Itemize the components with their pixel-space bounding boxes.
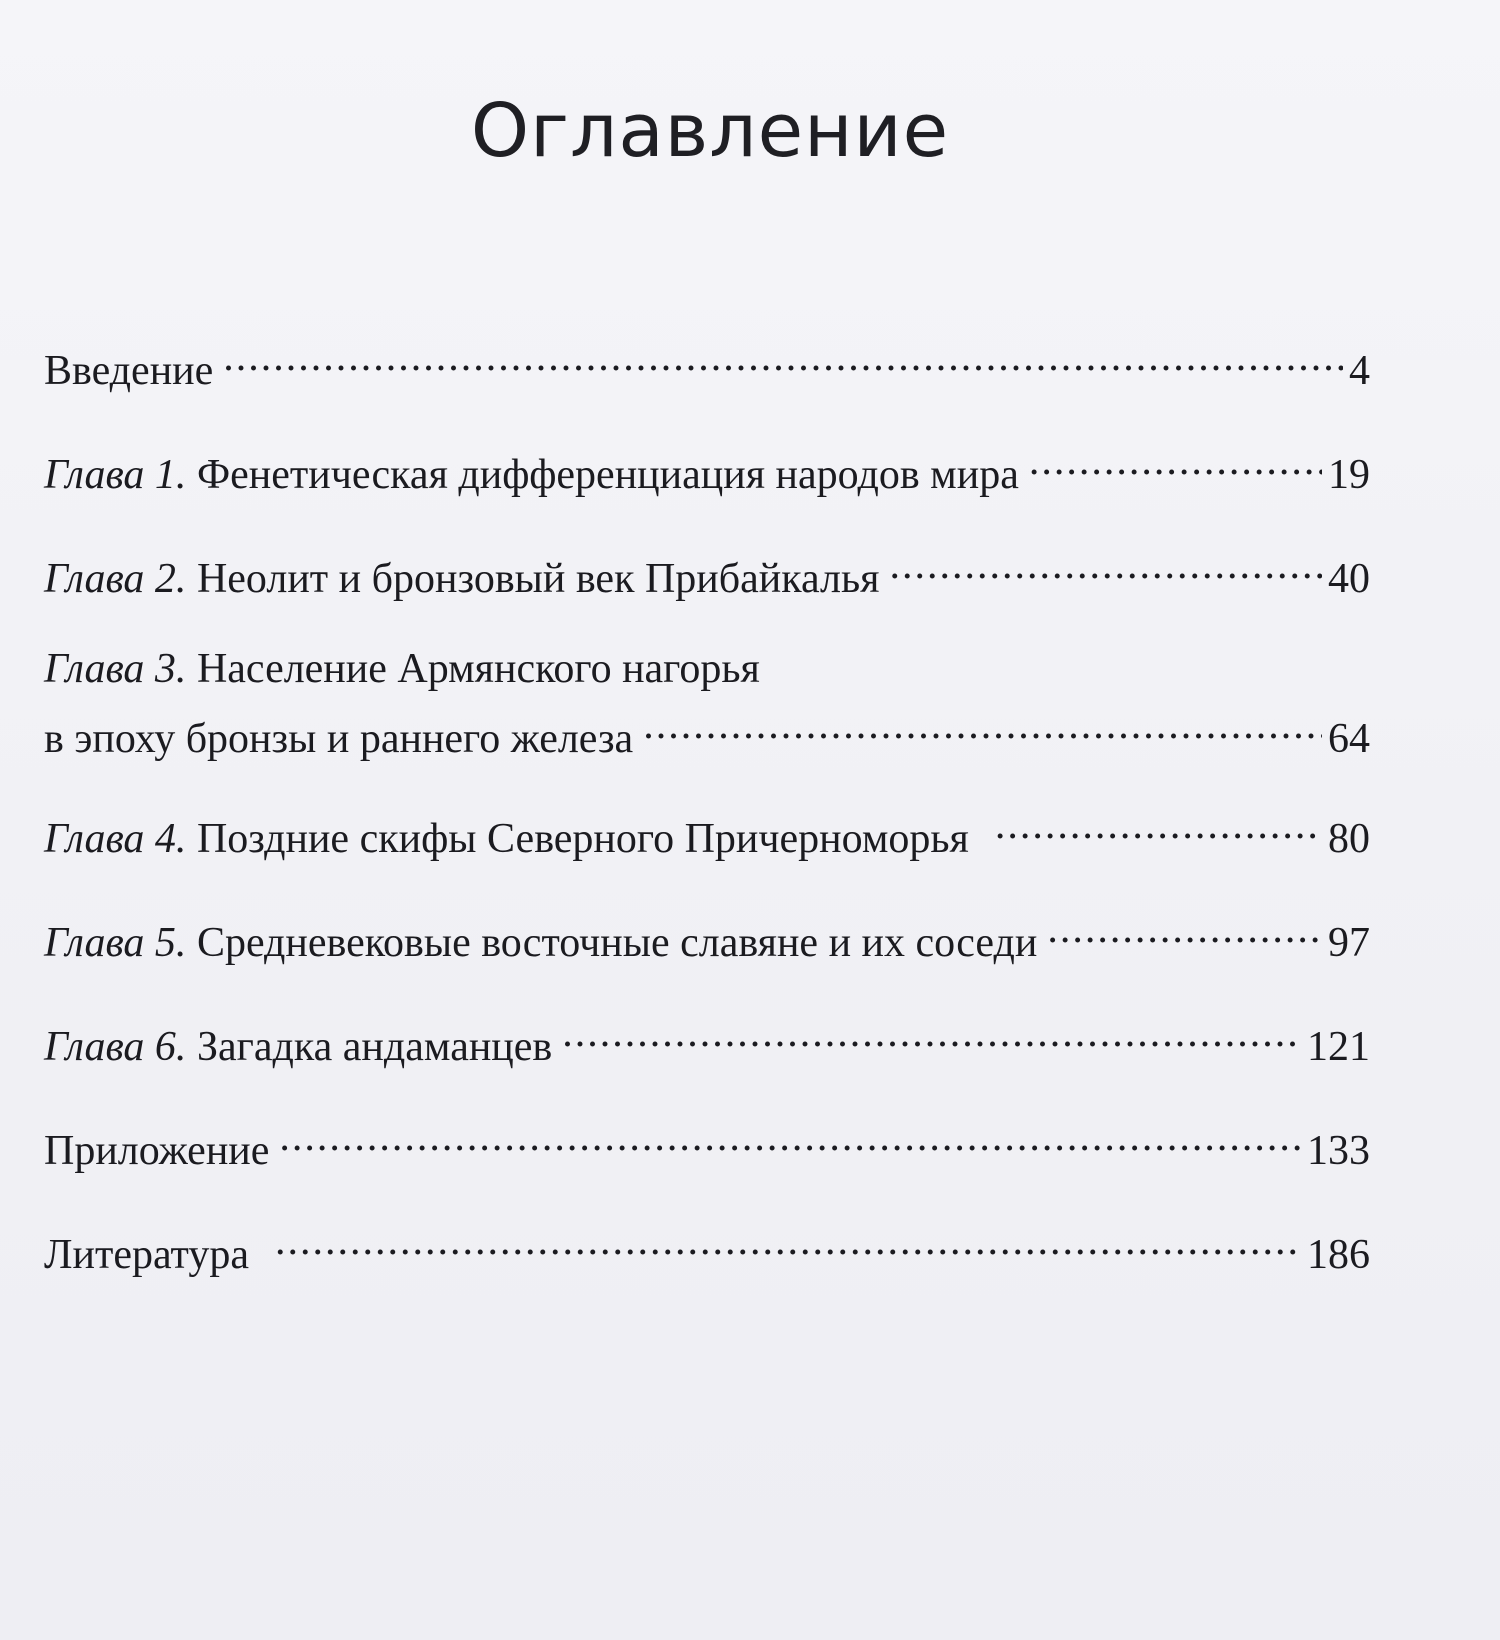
toc-entry-literature: [44, 1214, 1370, 1278]
toc-page-number: 133: [1307, 1128, 1370, 1174]
toc-page-number: 4: [1349, 348, 1370, 394]
toc-entry-title: Поздние скифы Северного Причерноморья: [196, 816, 969, 862]
toc-chapter-label: Глава 4.: [44, 816, 187, 862]
toc-chapter-label: Глава 1.: [44, 452, 187, 498]
toc-entry-chapter-5: [44, 902, 1370, 966]
toc-entry-chapter-3: [44, 642, 1370, 762]
toc-entry-chapter-4: [44, 798, 1370, 862]
toc-entry-introduction: [44, 330, 1370, 394]
toc-page-number: 97: [1328, 920, 1370, 966]
toc-entry-appendix: [44, 1110, 1370, 1174]
toc-page-number: 121: [1307, 1024, 1370, 1070]
toc-entry-title: Приложение: [44, 1128, 270, 1174]
dot-leader: [279, 1110, 1301, 1164]
toc-page-number: 40: [1328, 556, 1370, 602]
toc-entry-title: Фенетическая дифференциация народов мира: [196, 452, 1019, 498]
page-title: Оглавление: [470, 88, 950, 174]
toc-entry-chapter-1: [44, 434, 1370, 498]
toc-chapter-label: Глава 3.: [44, 646, 187, 692]
dot-leader: [643, 698, 1322, 752]
toc-page-number: 64: [1328, 716, 1370, 762]
toc-entry-title: Литература: [44, 1232, 249, 1278]
toc-chapter-label: Глава 6.: [44, 1024, 187, 1070]
toc-entry-title: Средневековые восточные славяне и их соседи: [196, 920, 1038, 966]
toc-chapter-label: Глава 5.: [44, 920, 187, 966]
dot-leader: [1047, 902, 1322, 956]
dot-leader: [995, 798, 1322, 852]
toc-entry-title: Неолит и бронзовый век Прибайкалья: [196, 556, 880, 602]
toc-entry-chapter-2: [44, 538, 1370, 602]
dot-leader: [1029, 434, 1322, 488]
dot-leader: [889, 538, 1322, 592]
toc-entry-title-line-1: Население Армянского нагорья: [196, 646, 760, 692]
dot-leader: [223, 330, 1343, 384]
toc-entry-title: Загадка андаманцев: [196, 1024, 553, 1070]
dot-leader: [562, 1006, 1301, 1060]
dot-leader: [275, 1214, 1301, 1268]
toc-entry-chapter-6: [44, 1006, 1370, 1070]
toc-entry-title-line-2: в эпоху бронзы и раннего железа: [44, 716, 634, 762]
toc-page-number: 19: [1328, 452, 1370, 498]
toc-entry-title: Введение: [44, 348, 214, 394]
toc-chapter-label: Глава 2.: [44, 556, 187, 602]
toc-page-number: 186: [1307, 1232, 1370, 1278]
toc-page-number: 80: [1328, 816, 1370, 862]
